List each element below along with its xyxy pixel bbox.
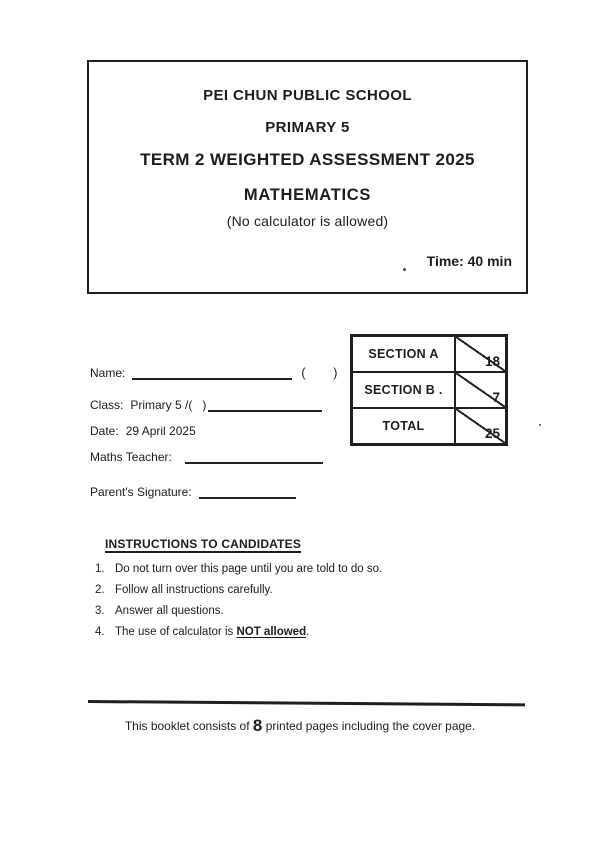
score-cell-with-diagonal-slash (456, 409, 505, 443)
class-field-row (90, 398, 322, 412)
instruction-text: Follow all instructions carefully. (115, 584, 273, 596)
max-score: 7 (492, 390, 500, 405)
date-label: Date: (90, 424, 119, 438)
instruction-text: Do not turn over this page until you are told to do so. (115, 563, 383, 575)
marks-row (353, 407, 505, 443)
calculator-note: (No calculator is allowed) (226, 213, 389, 229)
score-cell-with-diagonal-slash (456, 373, 505, 407)
name-blank-line (132, 367, 292, 380)
instruction-text (115, 626, 309, 640)
marks-row (353, 337, 505, 371)
instruction-number: 4. (95, 626, 105, 638)
score-cell-with-diagonal-slash (456, 337, 505, 371)
instruction-number: 2. (95, 584, 105, 596)
instruction-item (95, 605, 382, 619)
exam-title: TERM 2 WEIGHTED ASSESSMENT 2025 (140, 150, 475, 169)
marks-table (350, 334, 508, 446)
parent-signature-field-row (90, 485, 296, 499)
instruction-text-prefix: The use of calculator is (115, 626, 237, 638)
name-label: Name: (90, 366, 126, 380)
instruction-number: 1. (95, 563, 105, 575)
parent-signature-blank-line (199, 486, 296, 499)
class-blank-line (208, 399, 322, 412)
instruction-item (95, 584, 382, 598)
scan-artifact-dot (539, 424, 541, 426)
footer-text-suffix: printed pages including the cover page. (262, 719, 476, 733)
page-count: 8 (252, 716, 263, 735)
teacher-blank-line (185, 451, 323, 464)
name-field-row (90, 366, 337, 380)
date-field-row (90, 424, 196, 438)
section-label: SECTION B . (353, 373, 456, 407)
teacher-label: Maths Teacher: (90, 450, 172, 464)
instruction-item (95, 563, 382, 577)
subject-title: MATHEMATICS (243, 186, 372, 204)
section-label: TOTAL (353, 409, 456, 443)
instruction-item (95, 626, 382, 640)
school-name: PEI CHUN PUBLIC SCHOOL (203, 87, 412, 104)
teacher-field-row (90, 450, 323, 464)
instructions-heading: INSTRUCTIONS TO CANDIDATES (105, 537, 302, 551)
instruction-text: Answer all questions. (115, 605, 224, 617)
grade-level: PRIMARY 5 (265, 119, 350, 136)
max-score: 18 (484, 354, 500, 369)
section-label: SECTION A (353, 337, 456, 371)
footer-divider-line (88, 700, 525, 706)
instruction-text-suffix: . (306, 626, 310, 638)
date-value: 29 April 2025 (125, 424, 196, 438)
max-score: 25 (484, 426, 500, 441)
class-value: Primary 5 /( ) (130, 398, 207, 412)
footer-note (0, 716, 600, 736)
instruction-emphasis: NOT allowed (236, 626, 307, 638)
instruction-number: 3. (95, 605, 105, 617)
index-parentheses: ( ) (301, 366, 338, 380)
exam-duration: Time: 40 min (426, 253, 512, 269)
instructions-section (95, 537, 382, 647)
marks-row (353, 371, 505, 407)
scan-artifact-dot (403, 268, 406, 271)
class-label: Class: (90, 398, 124, 412)
exam-header-box (87, 60, 528, 294)
parent-signature-label: Parent's Signature: (90, 485, 192, 499)
footer-text-prefix: This booklet consists of (124, 719, 253, 733)
